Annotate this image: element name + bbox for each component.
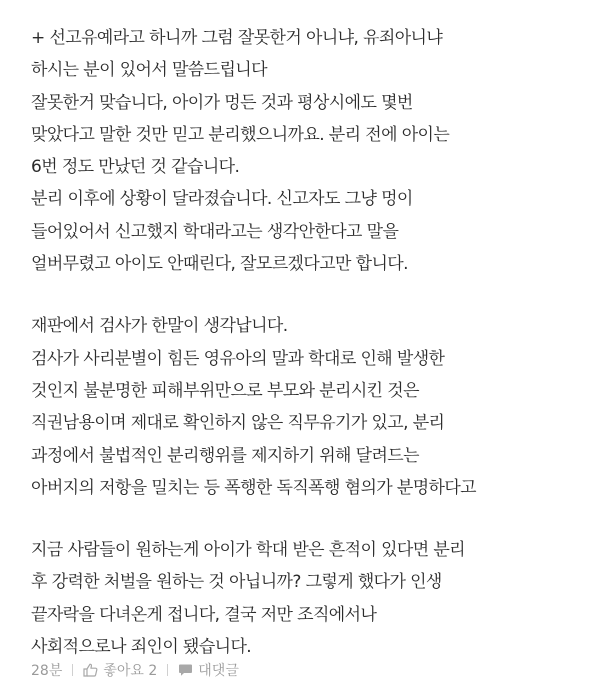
comment-line: 분리 이후에 상황이 달라졌습니다. 신고자도 그냥 멍이	[31, 189, 413, 210]
comment-line: + 선고유예라고 하니까 그럼 잘못한거 아니냐, 유죄아니냐	[31, 28, 443, 48]
reply-label: 대댓글	[198, 663, 239, 679]
comment-footer	[31, 660, 239, 680]
like-count: 좋아요 2	[103, 663, 158, 679]
comment-line: 맞았다고 말한 것만 믿고 분리했으니까요. 분리 전에 아이는	[31, 124, 450, 145]
comment-line: 얼버무렸고 아이도 안때린다, 잘모르겠다고만 합니다.	[31, 254, 408, 275]
comment-line: 것인지 불분명한 피해부위만으로 부모와 분리시킨 것은	[31, 380, 419, 401]
reply-button[interactable]	[178, 660, 239, 680]
comment-line: 들어있어서 신고했지 학대라고는 생각안한다고 말을	[31, 221, 399, 242]
comment-line: 재판에서 검사가 한말이 생각납니다.	[31, 316, 288, 337]
comment-paragraph-1	[31, 22, 574, 280]
comment-paragraph-2	[31, 310, 574, 504]
comment-line: 하시는 분이 있어서 말씀드립니다	[31, 60, 267, 81]
comment-line: 아버지의 저항을 밀치는 등 폭행한 독직폭행 혐의가 분명하다고	[31, 477, 476, 498]
comment-line: 검사가 사리분별이 힘든 영유아의 말과 학대로 인해 발생한	[31, 348, 445, 369]
comment-line: 직권남용이며 제대로 확인하지 않은 직무유기가 있고, 분리	[31, 413, 445, 434]
comment-line: 사회적으로나 죄인이 됐습니다.	[31, 637, 252, 658]
comment-line: 지금 사람들이 원하는게 아이가 학대 받은 흔적이 있다면 분리	[31, 540, 465, 561]
comment-line: 과정에서 불법적인 분리행위를 제지하기 위해 달려드는	[31, 445, 419, 466]
comment-line: 끝자락을 다녀온게 접니다, 결국 저만 조직에서나	[31, 604, 377, 625]
like-button[interactable]	[83, 660, 157, 680]
comment-line: 잘못한거 맞습니다, 아이가 멍든 것과 평상시에도 몇번	[31, 92, 413, 113]
speech-bubble-icon	[178, 663, 193, 677]
comment-time: 28분	[31, 663, 63, 679]
divider	[167, 664, 168, 676]
comment-paragraph-3	[31, 534, 574, 663]
thumbs-up-icon	[83, 663, 98, 677]
comment-line: 6번 정도 만났던 것 같습니다.	[31, 157, 240, 178]
comment-line: 후 강력한 처벌을 원하는 것 아닙니까? 그렇게 했다가 인생	[31, 572, 442, 593]
divider	[72, 664, 73, 676]
